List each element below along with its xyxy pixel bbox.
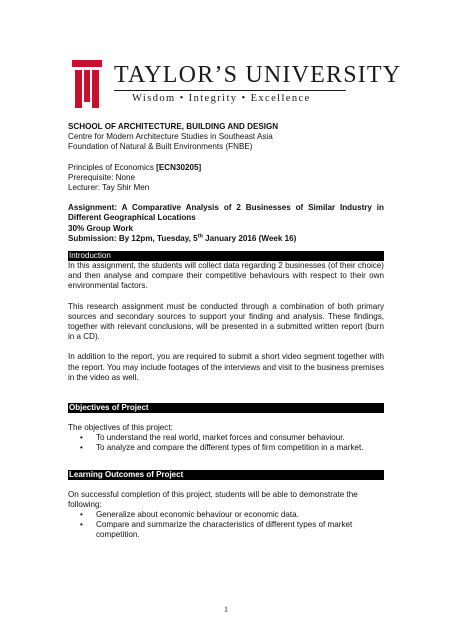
objectives-heading: Objectives of Project [68, 403, 384, 413]
bullet-icon: • [80, 433, 83, 443]
list-item: • To analyze and compare the different types of firm competition in a market. [80, 443, 364, 453]
outcomes-intro: On successful completion of this project, students will be able to demonstrate the following: [68, 489, 358, 509]
university-crest-icon [72, 60, 102, 108]
intro-paragraph-2: This research assignment must be conducted through a combination of both primary sources and secondary sources to support your finding and analysis. These findings, together with relevant conclusions, will be presented in a submitted written report (burn in a CD). [68, 301, 384, 342]
list-item: • To understand the real world, market forces and consumer behaviour. [80, 433, 345, 443]
learning-outcomes-heading: Learning Outcomes of Project [68, 470, 384, 480]
assignment-title: Assignment: A Comparative Analysis of 2 Businesses of Similar Industry in Different Geographical Locations [68, 203, 384, 223]
document-body [68, 122, 384, 541]
course-name: Principles of Economics [68, 162, 154, 172]
bullet-icon: • [80, 443, 83, 453]
course-title [68, 163, 384, 173]
university-logo [72, 60, 402, 110]
submission-deadline: Submission: By 12pm, Tuesday, 5th January 2016 (Week 16) [68, 233, 297, 243]
course-code: [ECN30205] [156, 162, 202, 172]
bullet-icon: • [80, 510, 83, 520]
prerequisite: Prerequisite: None [68, 172, 136, 182]
page-number: 1 [224, 605, 228, 614]
introduction-heading: Introduction [68, 251, 384, 261]
bullet-icon: • [80, 520, 83, 530]
centre-name: Centre for Modern Architecture Studies in Southeast Asia [68, 132, 273, 142]
university-tagline: Wisdom • Integrity • Excellence [132, 93, 311, 104]
intro-paragraph-3: In addition to the report, you are required to submit a short video segment together with the report. You may include footages of the interviews and visit to the business premises in the video as well. [68, 352, 384, 382]
foundation-name: Foundation of Natural & Built Environments (FNBE) [68, 142, 253, 152]
assignment-weight: 30% Group Work [68, 223, 134, 233]
list-item: • Generalize about economic behaviour or economic data. [80, 510, 299, 520]
lecturer: Lecturer: Tay Shir Men [68, 183, 150, 193]
school-name: SCHOOL OF ARCHITECTURE, BUILDING AND DESIGN [68, 122, 279, 131]
objectives-list [68, 433, 384, 453]
university-name: TAYLOR’S UNIVERSITY [114, 62, 402, 88]
objectives-intro: The objectives of this project: [68, 423, 173, 433]
intro-paragraph-1: In this assignment, the students will collect data regarding 2 businesses (of their choice) and then analyse and compare their competitive behaviours with respect to their own environmental factors. [68, 261, 384, 291]
list-item: • Compare and summarize the characteristics of different types of market competition. [80, 520, 353, 540]
outcomes-list [68, 510, 384, 541]
logo-divider [114, 90, 346, 91]
